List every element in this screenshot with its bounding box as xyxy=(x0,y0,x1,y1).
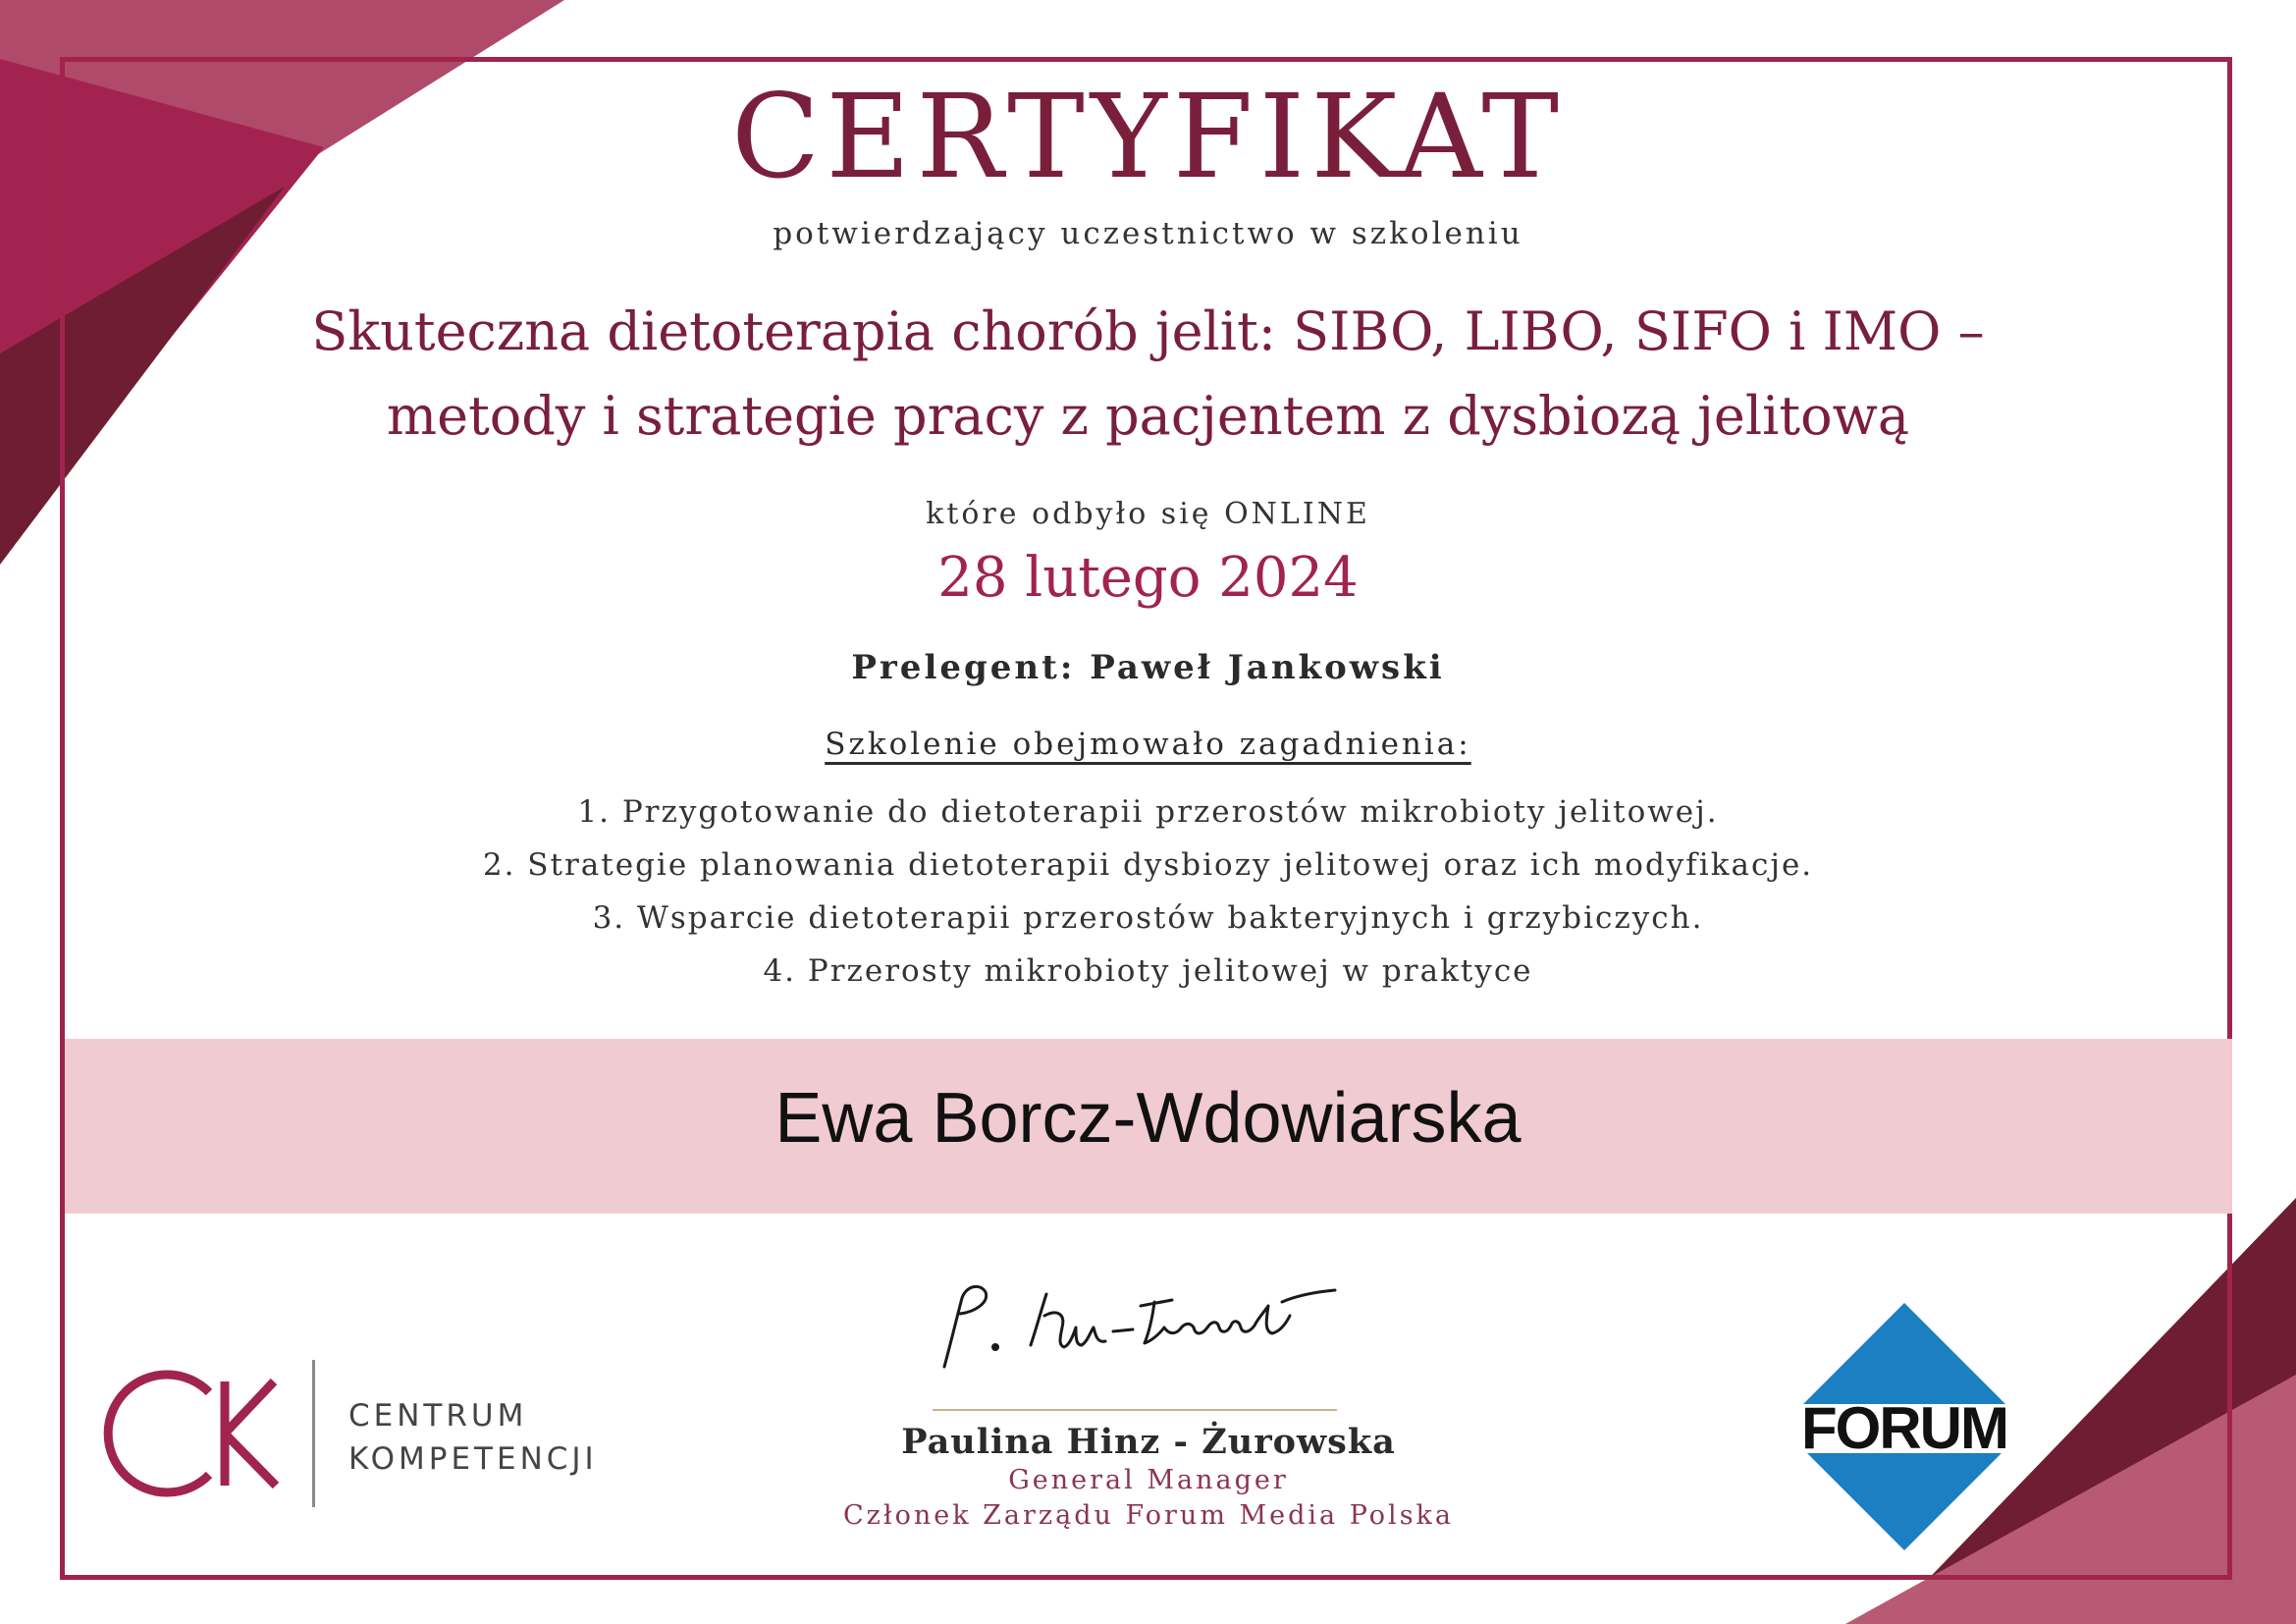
participant-name: Ewa Borcz-Wdowiarska xyxy=(774,1079,1522,1158)
signatory-role: General Manager xyxy=(1008,1465,1289,1495)
signature-line xyxy=(933,1409,1337,1411)
forum-logo xyxy=(1777,1301,2032,1556)
signatory-name: Paulina Hinz - Żurowska xyxy=(901,1422,1396,1462)
topic-item: 3. Wsparcie dietoterapii przerostów bakteryjnych i grzybiczych. xyxy=(592,900,1704,936)
certificate-title: CERTYFIKAT xyxy=(730,69,1566,204)
certificate-subtitle: potwierdzający uczestnictwo w szkoleniu xyxy=(773,216,1523,251)
ck-divider xyxy=(312,1360,315,1507)
course-title xyxy=(0,290,2296,459)
event-date: 28 lutego 2024 xyxy=(937,546,1359,610)
topic-item: 4. Przerosty mikrobioty jelitowej w praktyce xyxy=(763,953,1533,989)
topic-item: 2. Strategie planowania dietoterapii dysbiozy jelitowej oraz ich modyfikacje. xyxy=(482,847,1814,883)
topics-list xyxy=(0,785,2296,998)
signature-image xyxy=(933,1276,1364,1375)
course-title-line-1: Skuteczna dietoterapia chorób jelit: SIBO, LIBO, SIFO i IMO – xyxy=(311,300,1985,362)
ck-wordmark-line-1: CENTRUM xyxy=(348,1398,528,1434)
ck-wordmark-line-2: KOMPETENCJI xyxy=(348,1441,598,1477)
ck-letter-k xyxy=(225,1381,276,1486)
ck-letter-c xyxy=(108,1375,209,1492)
course-title-line-2: metody i strategie pracy z pacjentem z dysbiozą jelitową xyxy=(386,385,1910,447)
forum-wordmark: FORUM xyxy=(1801,1395,2007,1461)
topic-item: 1. Przygotowanie do dietoterapii przerostów mikrobioty jelitowej. xyxy=(577,794,1719,830)
signatory-role-board: Członek Zarządu Forum Media Polska xyxy=(842,1500,1455,1531)
topics-heading: Szkolenie obejmowało zagadnienia: xyxy=(825,727,1471,762)
event-location: które odbyło się ONLINE xyxy=(926,497,1370,531)
ck-wordmark xyxy=(348,1394,598,1481)
speaker: Prelegent: Paweł Jankowski xyxy=(851,648,1445,687)
